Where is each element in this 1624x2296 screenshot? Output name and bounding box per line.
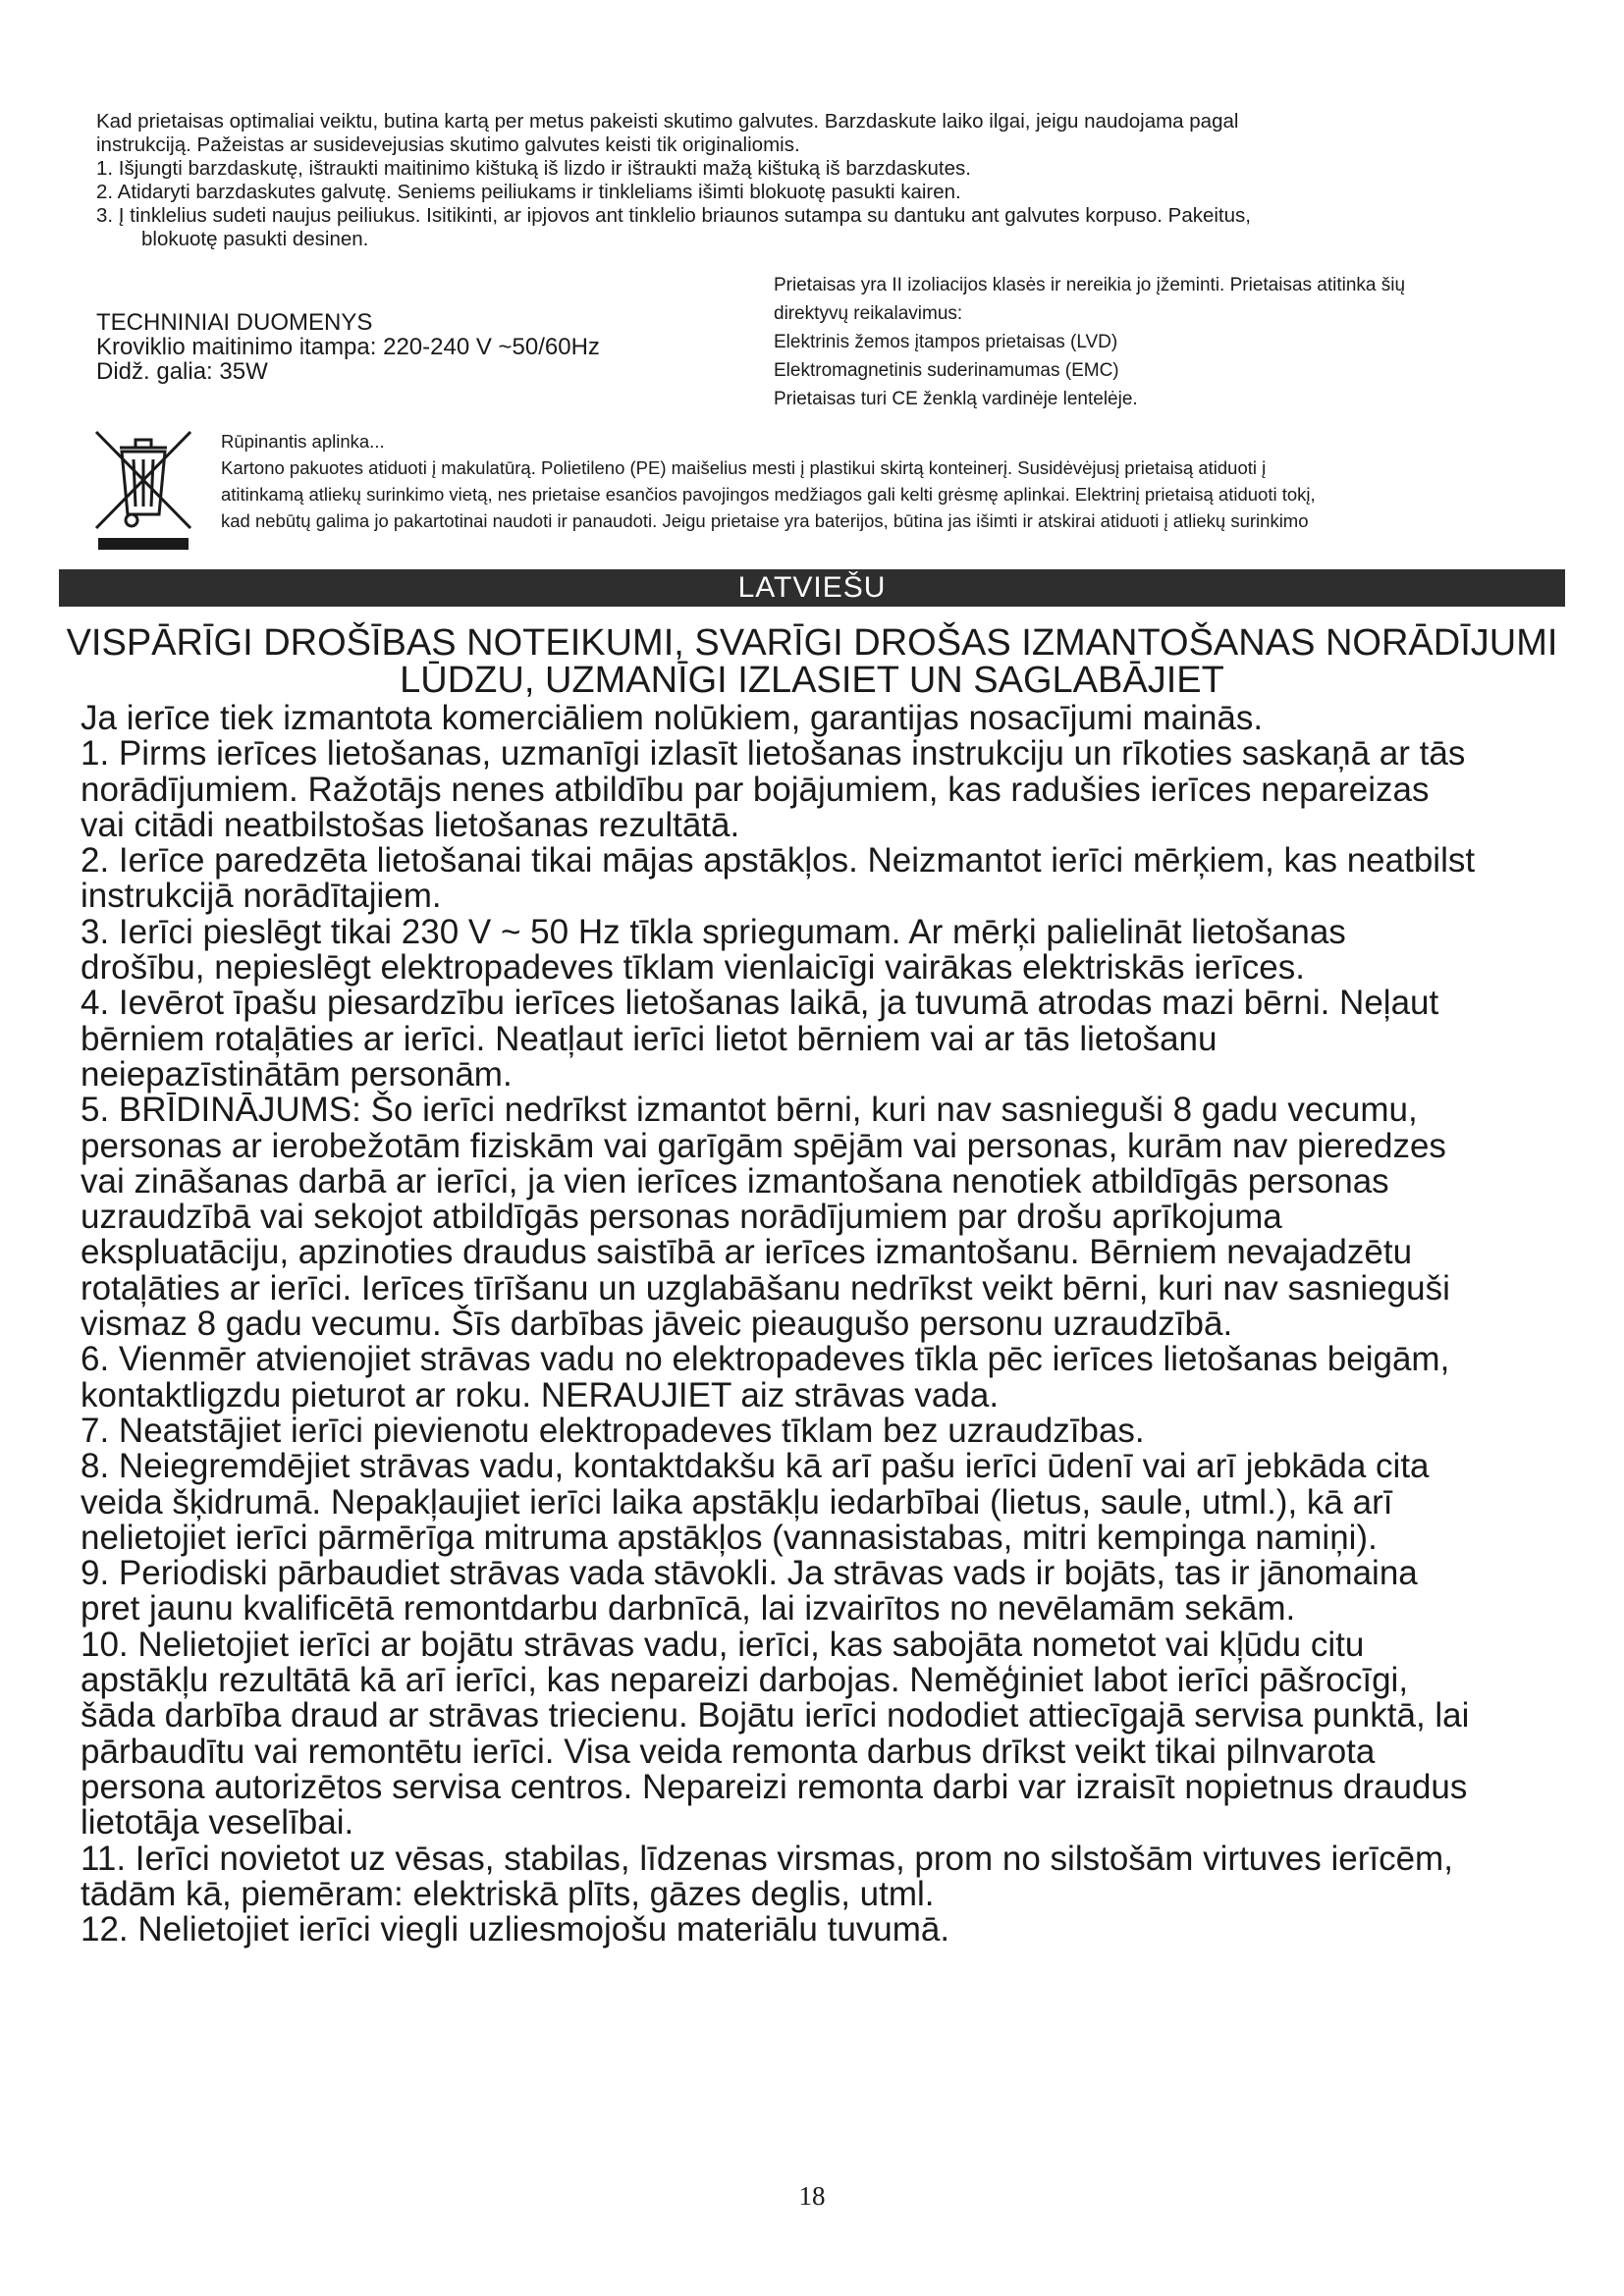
safety-instruction-line: ekspluatāciju, apzinoties draudus saistībā ar ierīces izmantošanu. Bērniem nevajadzētu xyxy=(81,1233,1413,1272)
safety-instruction-line: vai citādi neatbilstošas lietošanas rezultātā. xyxy=(81,805,740,844)
safety-instruction-line: 4. Ievērot īpašu piesardzību ierīces lietošanas laikā, ja tuvumā atrodas mazi bērni. Neļaut xyxy=(81,984,1439,1023)
conformity-line: Elektromagnetinis suderinamumas (EMC) xyxy=(774,360,1119,381)
conformity-line: Prietaisas turi CE ženklą vardinėje lentelėje. xyxy=(774,389,1138,409)
safety-instruction-line: norādījumiem. Ražotājs nenes atbildību par bojājumiem, kas radušies ierīces nepareizas xyxy=(81,770,1430,809)
technical-data-power: Didž. galia: 35W xyxy=(96,358,268,385)
crossed-out-wheelie-bin-icon xyxy=(90,424,196,554)
language-banner: LATVIEŠU xyxy=(59,569,1565,607)
safety-instruction-line: 10. Nelietojiet ierīci ar bojātu strāvas vadu, ierīci, kas sabojāta nometot vai kļūdu citu xyxy=(81,1625,1365,1664)
safety-instruction-line: vismaz 8 gadu vecumu. Šīs darbības jāveic pieaugušo personu uzraudzībā. xyxy=(81,1305,1233,1344)
safety-instruction-line: 6. Vienmēr atvienojiet strāvas vadu no elektropadeves tīkla pēc ierīces lietošanas beigām, xyxy=(81,1340,1450,1379)
technical-data-heading: TECHNINIAI DUOMENYS xyxy=(96,309,373,336)
technical-data-voltage: Kroviklio maitinimo itampa: 220-240 V ~50/60Hz xyxy=(96,334,600,360)
safety-instruction-line: drošību, nepieslēgt elektropadeves tīklam vienlaicīgi vairākas elektriskās ierīces. xyxy=(81,948,1305,988)
safety-instruction-line: uzraudzībā vai sekojot atbildīgās personas norādījumiem par drošu aprīkojuma xyxy=(81,1198,1282,1237)
safety-instruction-line: pret jaunu kvalificētā remontdarbu darbnīcā, lai izvairītos no nevēlamām sekām. xyxy=(81,1589,1296,1629)
safety-instruction-line: apstākļu rezultātā kā arī ierīci, kas nepareizi darbojas. Neměģiniet labot ierīci pāšrocīgi, xyxy=(81,1661,1409,1700)
page-number: 18 xyxy=(798,2181,826,2211)
environment-notice xyxy=(221,428,1527,534)
environment-line: atitinkamą atliekų surinkimo vietą, nes prietaise esančios pavojingos medžiagos gali kelti grėsmę aplinkai. Elektrinį prietaisą atiduoti tokį, xyxy=(221,484,1316,505)
environment-line: Kartono pakuotes atiduoti į makulatūrą. Polietileno (PE) maišelius mesti į plastikui skirtą konteinerį. Susidėvėjusį prietaisą atiduoti į xyxy=(221,457,1267,478)
safety-instruction-line: kontaktligzdu pieturot ar roku. NERAUJIET aiz strāvas vada. xyxy=(81,1375,1000,1415)
safety-instruction-line: 1. Pirms ierīces lietošanas, uzmanīgi izlasīt lietošanas instrukciju un rīkoties saskaņā ar tās xyxy=(81,734,1466,774)
safety-instruction-line: neiepazīstinātām personām. xyxy=(81,1054,513,1094)
environment-line: kad nebūtų galima jo pakartotinai naudoti ir panaudoti. Jeigu prietaise yra baterijos, būtina jas išimti ir atskirai atiduoti į atliekų surinkimo xyxy=(221,510,1309,531)
safety-instruction-line: pārbaudītu vai remontētu ierīci. Visa veida remonta darbus drīkst veikt tikai pilnvarota xyxy=(81,1732,1376,1771)
safety-instruction-line: vai zināšanas darbā ar ierīci, ja vien ierīces izmantošana nenotiek atbildīgās personas xyxy=(81,1161,1389,1201)
technical-data xyxy=(96,310,705,384)
lt-intro-line: Kad prietaisas optimaliai veiktu, butina kartą per metus pakeisti skutimo galvutes. Barzdaskute laiko ilgai, jeigu naudojama pagal xyxy=(96,110,1239,133)
safety-instructions xyxy=(81,701,1553,1948)
environment-heading: Rūpinantis aplinka... xyxy=(221,431,385,452)
safety-instruction-line: lietotāja veselībai. xyxy=(81,1803,354,1842)
safety-instruction-line: bērniem rotaļāties ar ierīci. Neatļaut ierīci lietot bērniem vai ar tās lietošanu xyxy=(81,1019,1218,1058)
conformity-line: Prietaisas yra II izoliacijos klasės ir nereikia jo įžeminti. Prietaisas atitinka šių xyxy=(774,275,1406,295)
safety-instruction-line: persona autorizētos servisa centros. Nepareizi remonta darbi var izraisīt nopietnus draudus xyxy=(81,1767,1468,1806)
lt-maintenance-text xyxy=(96,110,1530,251)
safety-instruction-line: nelietojiet ierīci pārmērīga mitruma apstākļos (vannasistabas, mitri kempinga namiņi). xyxy=(81,1518,1378,1557)
lt-step: 2. Atidaryti barzdaskutes galvutę. Seniems peiliukams ir tinkleliams išimti blokuotę pasukti kairen. xyxy=(96,181,961,203)
safety-instruction-line: 7. Neatstājiet ierīci pievienotu elektropadeves tīklam bez uzraudzības. xyxy=(81,1411,1145,1450)
safety-instruction-line: 8. Neiegremdējiet strāvas vadu, kontaktdakšu kā arī pašu ierīci ūdenī vai arī jebkāda cita xyxy=(81,1447,1430,1486)
safety-title-line: VISPĀRĪGI DROŠĪBAS NOTEIKUMI, SVARĪGI DROŠAS IZMANTOŠANAS NORĀDĪJUMI xyxy=(66,622,1558,664)
safety-instruction-line: 3. Ierīci pieslēgt tikai 230 V ~ 50 Hz tīkla spriegumam. Ar mērķi palielināt lietošanas xyxy=(81,912,1346,951)
safety-instruction-line: 9. Periodiski pārbaudiet strāvas vada stāvokli. Ja strāvas vads ir bojāts, tas ir jānomaina xyxy=(81,1554,1418,1593)
safety-instruction-line: 11. Ierīci novietot uz vēsas, stabilas, līdzenas virsmas, prom no silstošām virtuves ierīcēm, xyxy=(81,1839,1453,1878)
safety-instruction-line: 12. Nelietojiet ierīci viegli uzliesmojošu materiālu tuvumā. xyxy=(81,1910,950,1949)
safety-instruction-line: rotaļāties ar ierīci. Ierīces tīrīšanu un uzglabāšanu nedrīkst veikt bērni, kuri nav sasnieguši xyxy=(81,1268,1450,1308)
lt-intro-line: instrukciją. Pažeistas ar susidevejusias skutimo galvutes keisti tik originaliomis. xyxy=(96,133,800,156)
safety-instruction-line: personas ar ierobežotām fiziskām vai garīgām spējām vai personas, kurām nav pieredzes xyxy=(81,1126,1446,1165)
safety-instruction-line: 5. BRĪDINĀJUMS: Šo ierīci nedrīkst izmantot bērni, kuri nav sasnieguši 8 gadu vecumu, xyxy=(81,1091,1418,1130)
conformity-notice xyxy=(774,271,1520,413)
safety-subtitle-line: LŪDZU, UZMANĪGI IZLASIET UN SAGLABĀJIET xyxy=(400,660,1224,701)
safety-instruction-line: instrukcijā norādītajiem. xyxy=(81,877,442,916)
safety-instruction-line: 2. Ierīce paredzēta lietošanai tikai mājas apstākļos. Neizmantot ierīci mērķiem, kas neatbilst xyxy=(81,841,1476,881)
safety-instruction-line: tādām kā, piemēram: elektriskā plīts, gāzes deglis, utml. xyxy=(81,1874,935,1913)
safety-instruction-line: šāda darbība draud ar strāvas triecienu. Bojātu ierīci nododiet attiecīgajā servisa punktā, lai xyxy=(81,1696,1470,1735)
lt-step-continuation: blokuotę pasukti desinen. xyxy=(141,228,369,250)
conformity-line: Elektrinis žemos įtampos prietaisas (LVD) xyxy=(774,332,1118,352)
safety-instruction-line: Ja ierīce tiek izmantota komerciāliem nolūkiem, garantijas nosacījumi mainās. xyxy=(81,699,1264,737)
lt-step: 1. Išjungti barzdaskutę, ištraukti maitinimo kištuką iš lizdo ir ištraukti mažą kištuką iš barzdaskutes. xyxy=(96,157,971,180)
conformity-line: direktyvų reikalavimus: xyxy=(774,303,963,324)
safety-instruction-line: veida šķidrumā. Nepakļaujiet ierīci laika apstākļu iedarbībai (lietus, saule, utml.), kā arī xyxy=(81,1482,1393,1522)
lt-step: 3. Į tinklelius sudeti naujus peiliukus. Isitikinti, ar ipjovos ant tinklelio briaunos sutampa su dantuku ant galvutes korpuso. Pakeitus, xyxy=(96,204,1251,227)
safety-title xyxy=(59,624,1565,699)
